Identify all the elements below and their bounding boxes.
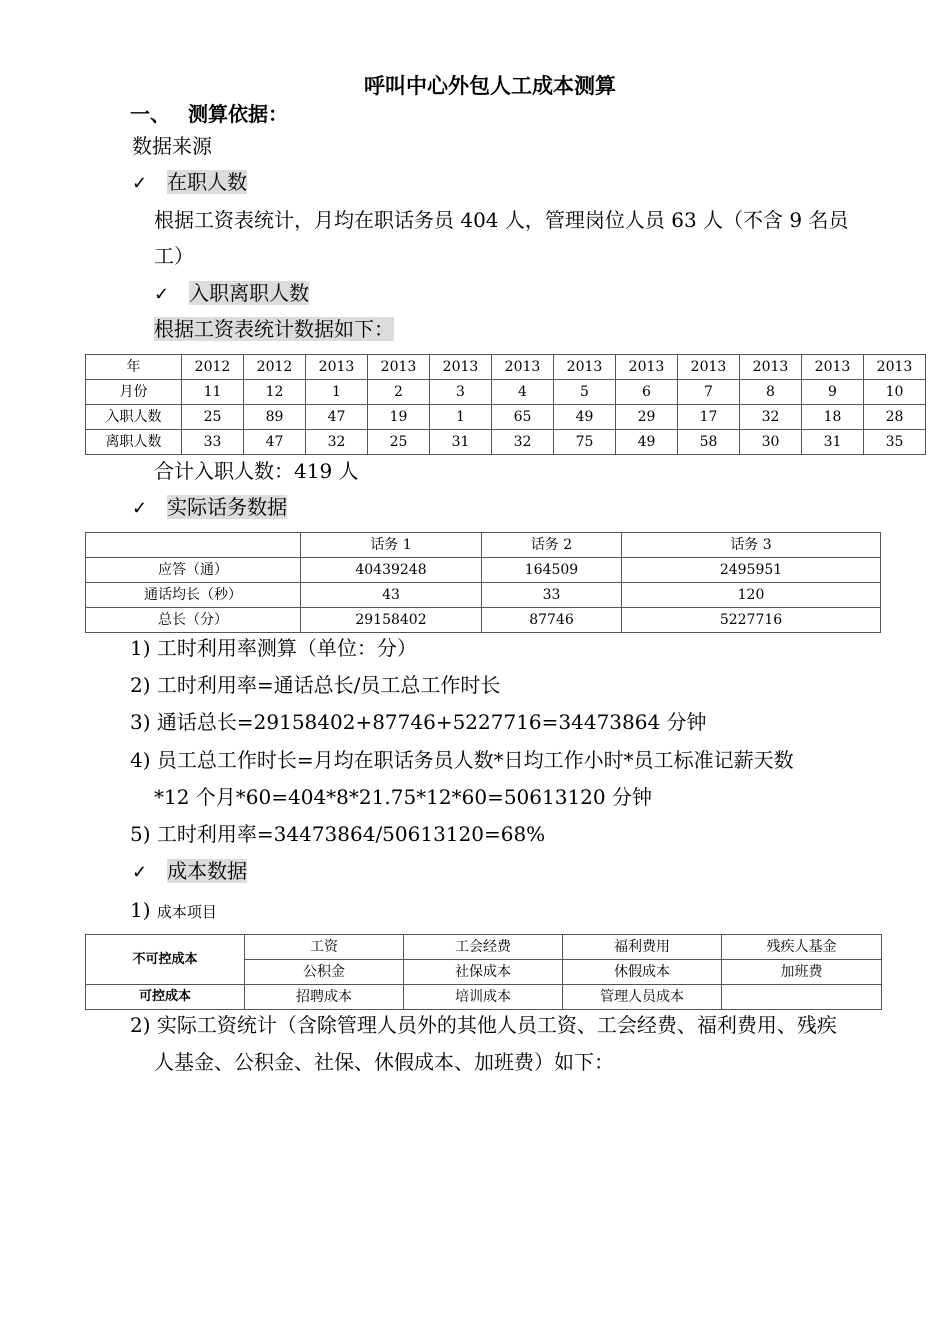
table-cell: 120 — [622, 583, 881, 608]
hiring-heading — [154, 275, 309, 313]
table-cell: 年 — [86, 355, 182, 380]
table-cell: 2013 — [616, 355, 678, 380]
calls-heading — [132, 489, 287, 527]
headcount-text-line1: 根据工资表统计，月均在职话务员 404 人，管理岗位人员 63 人（不含 9 名员 — [154, 208, 849, 232]
table-cell: 8 — [740, 380, 802, 405]
cost-cell: 社保成本 — [404, 960, 563, 985]
calc-item-5: 5) 工时利用率=34473864/50613120=68% — [130, 822, 546, 846]
section-number: 一、 — [130, 102, 170, 126]
table-cell: 75 — [554, 430, 616, 455]
calc-item-3: 3) 通话总长=29158402+87746+5227716=34473864 分钟 — [130, 710, 707, 734]
table-cell: 话务 1 — [301, 533, 482, 558]
document-title: 呼叫中心外包人工成本测算 — [364, 73, 616, 98]
table-cell: 32 — [740, 405, 802, 430]
calc-item-2: 2) 工时利用率=通话总长/员工总工作时长 — [130, 673, 501, 697]
checkmark-icon: ✓ — [132, 862, 148, 883]
calls-table — [85, 532, 881, 633]
table-cell: 通话均长（秒） — [86, 583, 301, 608]
table-cell: 11 — [182, 380, 244, 405]
controllable-cost-label: 可控成本 — [86, 985, 245, 1010]
table-cell: 19 — [368, 405, 430, 430]
calc-item-4-cont: *12 个月*60=404*8*21.75*12*60=50613120 分钟 — [154, 785, 652, 809]
cost-cell — [722, 985, 882, 1010]
table-cell: 30 — [740, 430, 802, 455]
table-cell: 1 — [430, 405, 492, 430]
table-cell: 2013 — [430, 355, 492, 380]
table-row — [86, 355, 926, 380]
table-cell: 33 — [182, 430, 244, 455]
table-cell: 月份 — [86, 380, 182, 405]
table-cell: 应答（通） — [86, 558, 301, 583]
table-cell: 89 — [244, 405, 306, 430]
table-cell: 12 — [244, 380, 306, 405]
data-source-label: 数据来源 — [132, 134, 212, 158]
table-cell: 2 — [368, 380, 430, 405]
table-cell: 5 — [554, 380, 616, 405]
table-cell: 29158402 — [301, 608, 482, 633]
cost-item-2-line1: 2) 实际工资统计（含除管理人员外的其他人员工资、工会经费、福利费用、残疾 — [130, 1013, 837, 1037]
cost-items-table — [85, 934, 882, 1010]
table-row — [86, 558, 881, 583]
cost-cell: 管理人员成本 — [563, 985, 722, 1010]
table-cell: 2013 — [740, 355, 802, 380]
section-label: 测算依据： — [188, 102, 288, 126]
table-cell: 32 — [306, 430, 368, 455]
table-cell: 164509 — [482, 558, 622, 583]
headcount-heading-text: 在职人数 — [167, 170, 248, 194]
table-cell: 10 — [864, 380, 926, 405]
hiring-intro-text: 根据工资表统计数据如下： — [154, 317, 394, 341]
cost-cell: 工会经费 — [404, 935, 563, 960]
table-row — [86, 533, 881, 558]
table-cell: 28 — [864, 405, 926, 430]
cost-item-1-label: 成本项目 — [156, 903, 217, 921]
cost-heading — [132, 853, 247, 891]
table-cell: 2013 — [678, 355, 740, 380]
table-cell: 35 — [864, 430, 926, 455]
calls-table-body — [86, 533, 881, 633]
hiring-table — [85, 354, 926, 455]
cost-cell: 工资 — [245, 935, 404, 960]
table-cell: 9 — [802, 380, 864, 405]
table-cell: 2013 — [554, 355, 616, 380]
hiring-heading-text: 入职离职人数 — [189, 281, 310, 305]
cost-cell: 福利费用 — [563, 935, 722, 960]
calls-heading-text: 实际话务数据 — [167, 495, 288, 519]
table-cell: 31 — [430, 430, 492, 455]
table-cell: 总长（分） — [86, 608, 301, 633]
table-cell: 65 — [492, 405, 554, 430]
hiring-table-body — [86, 355, 926, 455]
hiring-intro — [154, 311, 394, 347]
table-cell: 87746 — [482, 608, 622, 633]
cost-cell: 招聘成本 — [245, 985, 404, 1010]
table-row — [86, 608, 881, 633]
checkmark-icon: ✓ — [154, 284, 170, 305]
table-cell: 2013 — [368, 355, 430, 380]
table-cell: 47 — [306, 405, 368, 430]
table-cell — [86, 533, 301, 558]
table-cell: 25 — [182, 405, 244, 430]
table-cell: 2012 — [244, 355, 306, 380]
table-row — [86, 405, 926, 430]
table-cell: 离职人数 — [86, 430, 182, 455]
table-cell: 43 — [301, 583, 482, 608]
table-cell: 32 — [492, 430, 554, 455]
table-cell: 2013 — [492, 355, 554, 380]
table-cell: 18 — [802, 405, 864, 430]
cost-cell: 加班费 — [722, 960, 882, 985]
table-row — [86, 430, 926, 455]
hiring-total: 合计入职人数：419 人 — [154, 459, 359, 483]
table-cell: 5227716 — [622, 608, 881, 633]
table-cell: 话务 3 — [622, 533, 881, 558]
table-cell: 17 — [678, 405, 740, 430]
table-cell: 3 — [430, 380, 492, 405]
table-cell: 6 — [616, 380, 678, 405]
table-row — [86, 380, 926, 405]
cost-item-2-line2: 人基金、公积金、社保、休假成本、加班费）如下： — [154, 1050, 614, 1074]
headcount-text-line2: 工） — [154, 244, 194, 268]
table-cell: 2012 — [182, 355, 244, 380]
table-cell: 49 — [554, 405, 616, 430]
table-cell: 2013 — [864, 355, 926, 380]
table-row — [86, 583, 881, 608]
table-cell: 话务 2 — [482, 533, 622, 558]
table-cell: 2495951 — [622, 558, 881, 583]
table-cell: 31 — [802, 430, 864, 455]
calc-item-4: 4) 员工总工作时长=月均在职话务员人数*日均工作小时*员工标准记薪天数 — [130, 748, 794, 772]
table-cell: 49 — [616, 430, 678, 455]
table-cell: 入职人数 — [86, 405, 182, 430]
cost-item-1-number: 1) — [130, 898, 151, 922]
table-cell: 40439248 — [301, 558, 482, 583]
checkmark-icon: ✓ — [132, 173, 148, 194]
table-cell: 7 — [678, 380, 740, 405]
table-cell: 58 — [678, 430, 740, 455]
section-heading — [130, 98, 288, 127]
table-cell: 1 — [306, 380, 368, 405]
cost-cell: 休假成本 — [563, 960, 722, 985]
cost-cell: 公积金 — [245, 960, 404, 985]
headcount-heading — [132, 164, 247, 202]
table-cell: 47 — [244, 430, 306, 455]
table-cell: 29 — [616, 405, 678, 430]
cost-item-1 — [130, 892, 217, 930]
table-cell: 2013 — [306, 355, 368, 380]
table-cell: 2013 — [802, 355, 864, 380]
table-cell: 33 — [482, 583, 622, 608]
uncontrollable-cost-label: 不可控成本 — [86, 935, 245, 985]
table-cell: 4 — [492, 380, 554, 405]
table-cell: 25 — [368, 430, 430, 455]
cost-heading-text: 成本数据 — [167, 859, 248, 883]
cost-cell: 残疾人基金 — [722, 935, 882, 960]
cost-cell: 培训成本 — [404, 985, 563, 1010]
calc-item-1: 1) 工时利用率测算（单位：分） — [130, 636, 417, 660]
checkmark-icon: ✓ — [132, 498, 148, 519]
